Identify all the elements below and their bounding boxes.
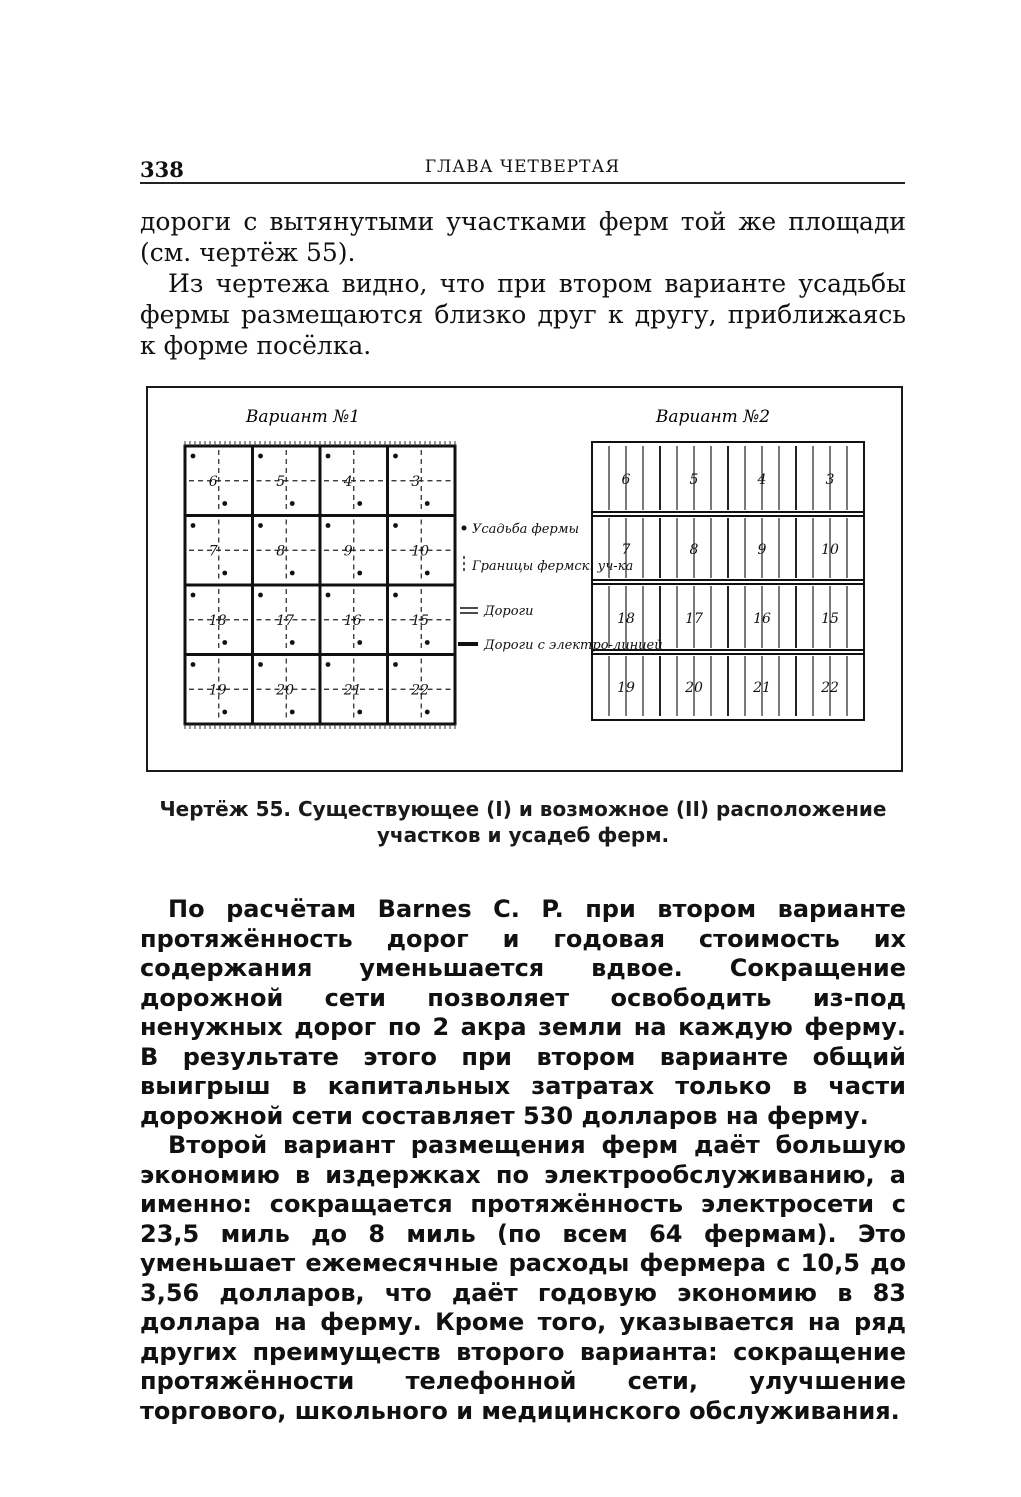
paragraph-figure-intro: Из чертежа видно, что при втором варианте усадьбы фермы размещаются близко друг к другу, приближаясь к форме посёлка. xyxy=(140,269,906,360)
variant1-title: Вариант №1 xyxy=(245,407,361,427)
caption-line-1: Чертёж 55. Существующее (I) и возможное (II) расположение xyxy=(159,797,887,821)
variant2-farm-number: 10 xyxy=(821,542,839,558)
variant1-farm-number: 16 xyxy=(343,612,362,629)
variant1-farmstead-dot xyxy=(326,662,331,667)
variant1-farm-number: 15 xyxy=(411,612,430,629)
variant1-farm-number: 17 xyxy=(276,612,295,629)
figure-55 xyxy=(146,386,903,772)
variant2-farm-number: 18 xyxy=(617,611,635,627)
variant1-farm-number: 4 xyxy=(343,473,353,490)
variant1-farm-number: 9 xyxy=(343,543,353,560)
figure-caption xyxy=(140,796,906,848)
variant1-farmstead-dot xyxy=(425,640,430,645)
variant1-farmstead-dot xyxy=(258,662,263,667)
running-title: ГЛАВА ЧЕТВЕРТАЯ xyxy=(424,157,621,177)
variant2-farm-number: 16 xyxy=(753,611,771,627)
legend xyxy=(458,522,663,653)
variant1-farm-number: 19 xyxy=(208,682,227,699)
variant1-farmstead-dot xyxy=(258,593,263,598)
variant1-farm-number: 18 xyxy=(208,612,227,629)
variant2-farm-number: 6 xyxy=(621,472,631,488)
variant1-farmstead-dot xyxy=(290,501,295,506)
variant1-farmstead-dot xyxy=(222,710,227,715)
variant2-farm-number: 3 xyxy=(825,472,835,488)
legend-farmstead-label: Усадьба фермы xyxy=(472,522,580,537)
variant1-farm-number: 5 xyxy=(276,473,286,490)
variant1-farmstead-dot xyxy=(357,501,362,506)
variant2-farm-number: 19 xyxy=(617,680,635,696)
variant1-farmstead-dot xyxy=(290,710,295,715)
page-number: 338 xyxy=(140,157,184,182)
variant1-farmstead-dot xyxy=(258,454,263,459)
variant2-farm-number: 4 xyxy=(757,472,767,488)
variant1-farmstead-dot xyxy=(393,454,398,459)
variant1-farmstead-dot xyxy=(222,571,227,576)
variant2-farm-number: 15 xyxy=(821,611,839,627)
variant1-farmstead-dot xyxy=(393,523,398,528)
legend-road-label: Дороги xyxy=(484,604,534,619)
variant2-farm-number: 7 xyxy=(621,542,631,558)
legend-boundary-label: Границы фермск. уч-ка xyxy=(472,559,634,574)
legend-farmstead-symbol xyxy=(462,526,467,531)
figure-drawing xyxy=(148,388,905,774)
variant1-farmstead-dot xyxy=(222,640,227,645)
variant1-farmstead-dot xyxy=(357,571,362,576)
variant2-plan xyxy=(592,442,864,720)
variant1-farmstead-dot xyxy=(258,523,263,528)
variant1-farmstead-dot xyxy=(393,593,398,598)
variant1-farm-number: 6 xyxy=(208,473,218,490)
variant2-farm-number: 21 xyxy=(753,680,771,696)
variant1-farmstead-dot xyxy=(326,523,331,528)
variant1-farmstead-dot xyxy=(326,454,331,459)
variant1-farmstead-dot xyxy=(357,710,362,715)
variant1-farmstead-dot xyxy=(191,523,196,528)
variant2-farm-number: 20 xyxy=(685,680,703,696)
variant2-farm-number: 17 xyxy=(685,611,703,627)
header-rule xyxy=(140,182,905,184)
paragraph-barnes: По расчётам Barnes C. P. при втором варианте протяжённость дорог и годовая стоимость их содержания уменьшается вдвое. Сокращение дорожной сети позволяет освободить из-под ненужных дорог по 2 акра земли на каждую ферму. В результате этого при втором варианте общий выигрыш в капитальных затратах только в части дорожной сети составляет 530 долларов на ферму. xyxy=(140,895,906,1130)
variant1-farmstead-dot xyxy=(326,593,331,598)
variant1-farm-number: 10 xyxy=(411,543,430,560)
variant1-farm-number: 21 xyxy=(343,682,362,699)
variant1-farmstead-dot xyxy=(290,571,295,576)
variant2-farm-number: 8 xyxy=(689,542,699,558)
variant1-farmstead-dot xyxy=(191,454,196,459)
caption-line-2: участков и усадеб ферм. xyxy=(376,823,670,847)
paragraph-electricity: Второй вариант размещения ферм даёт большую экономию в издержках по электрообслуживанию, а именно: сокращается протяжённость электросети с 23,5 миль до 8 миль (по всем 64 фермам). Это уменьшает ежемесячные расходы фермера с 10,5 до 3,56 долларов, что даёт годовую экономию в 83 доллара на ферму. Кроме того, указывается на ряд других преимуществ второго варианта: сокращение протяжённости телефонной сети, улучшение торгового, школьного и медицинского обслуживания. xyxy=(140,1131,906,1425)
variant1-farmstead-dot xyxy=(191,593,196,598)
variant1-farmstead-dot xyxy=(425,501,430,506)
variant1-farmstead-dot xyxy=(222,501,227,506)
top-text xyxy=(140,206,906,361)
variant2-title: Вариант №2 xyxy=(655,407,771,427)
paragraph-continued: дороги с вытянутыми участками ферм той же площади (см. чертёж 55). xyxy=(140,207,906,267)
variant1-farm-number: 20 xyxy=(276,682,295,699)
variant1-farmstead-dot xyxy=(425,571,430,576)
variant1-farmstead-dot xyxy=(425,710,430,715)
variant2-farm-number: 5 xyxy=(689,472,699,488)
variant1-farm-number: 8 xyxy=(276,543,286,560)
variant2-farm-number: 22 xyxy=(821,680,839,696)
page-header xyxy=(140,153,905,183)
variant1-farmstead-dot xyxy=(191,662,196,667)
variant1-farm-number: 22 xyxy=(411,682,430,699)
variant1-plan xyxy=(185,441,455,729)
legend-power-road-label: Дороги с электро-линией xyxy=(484,638,663,653)
variant1-farmstead-dot xyxy=(357,640,362,645)
bottom-text xyxy=(140,895,906,1426)
variant1-farmstead-dot xyxy=(393,662,398,667)
variant2-farm-number: 9 xyxy=(757,542,767,558)
variant1-farmstead-dot xyxy=(290,640,295,645)
variant1-farm-number: 7 xyxy=(208,543,218,560)
variant1-farm-number: 3 xyxy=(411,473,421,490)
